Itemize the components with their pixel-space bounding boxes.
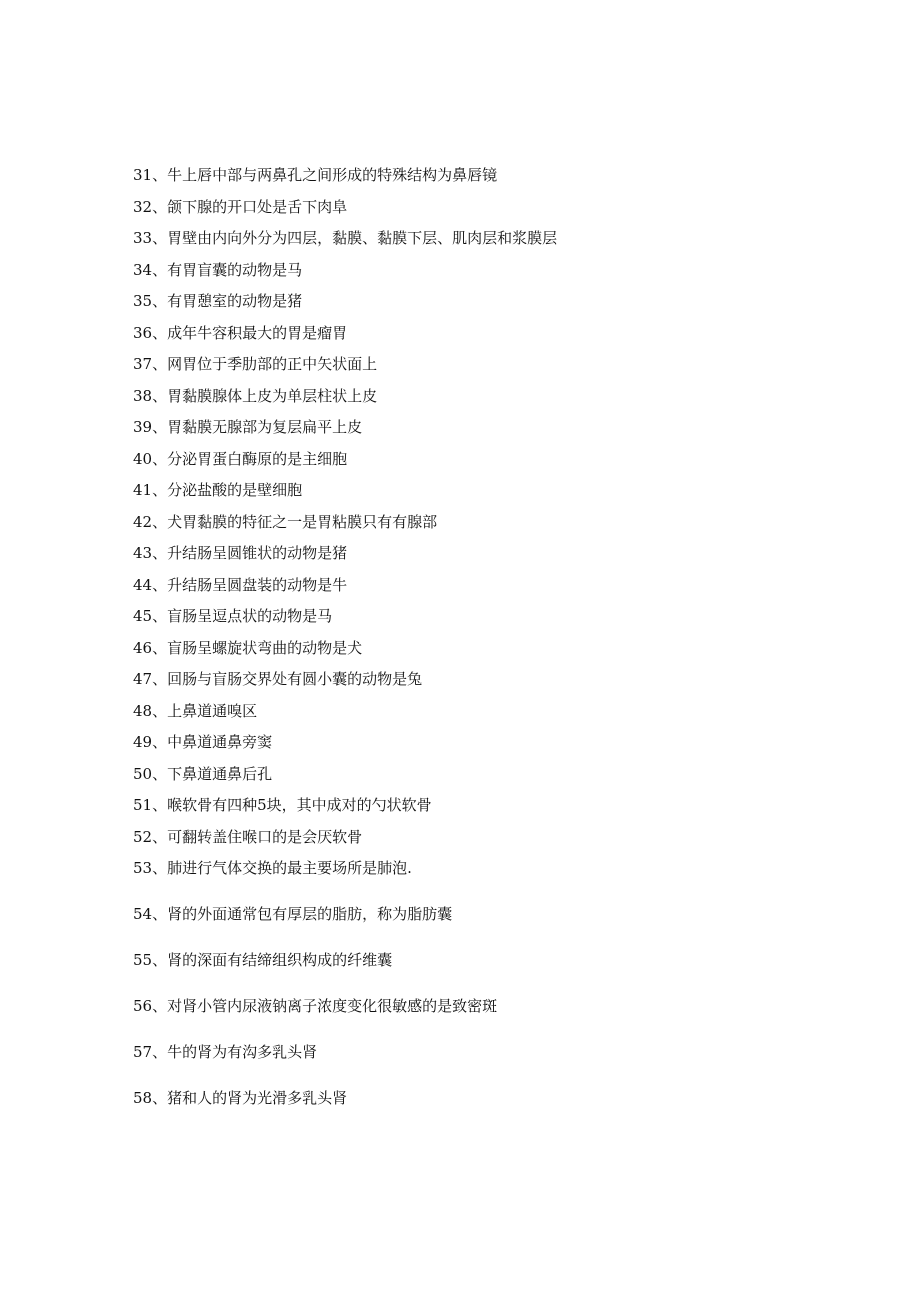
- list-item: 42、犬胃黏膜的特征之一是胃粘膜只有有腺部: [133, 512, 438, 531]
- list-item: 40、分泌胃蛋白酶原的是主细胞: [133, 449, 348, 468]
- list-item: 50、下鼻道通鼻后孔: [133, 764, 273, 783]
- list-item: 37、网胃位于季肋部的正中矢状面上: [133, 355, 378, 373]
- list-item: 39、胃黏膜无腺部为复层扁平上皮: [133, 418, 363, 436]
- list-item: 45、盲肠呈逗点状的动物是马: [133, 607, 333, 625]
- list-item: 43、升结肠呈圆锥状的动物是猪: [133, 544, 348, 562]
- list-item: 54、肾的外面通常包有厚层的脂肪，称为脂肪囊: [133, 905, 453, 923]
- item-list: [133, 163, 893, 1118]
- list-item: 58、猪和人的肾为光滑多乳头肾: [133, 1089, 348, 1107]
- list-item: 41、分泌盐酸的是壁细胞: [133, 481, 303, 499]
- list-item: 46、盲肠呈螺旋状弯曲的动物是犬: [133, 638, 363, 657]
- list-item: 35、有胃憩室的动物是猪: [133, 292, 303, 310]
- list-item: 38、胃黏膜腺体上皮为单层柱状上皮: [133, 386, 378, 405]
- list-item: 56、对肾小管内尿液钠离子浓度变化很敏感的是致密斑: [133, 997, 498, 1015]
- list-item: 49、中鼻道通鼻旁窦: [133, 733, 273, 751]
- list-item: 44、升结肠呈圆盘装的动物是牛: [133, 575, 348, 594]
- list-item: 48、上鼻道通嗅区: [133, 701, 258, 720]
- list-item: 36、成年牛容积最大的胃是瘤胃: [133, 323, 348, 342]
- list-item: 32、颌下腺的开口处是舌下肉阜: [133, 197, 348, 216]
- list-item: 51、喉软骨有四种5块，其中成对的勺状软骨: [133, 796, 432, 814]
- list-item: 47、回肠与盲肠交界处有圆小囊的动物是兔: [133, 670, 423, 688]
- list-item: 53、肺进行气体交换的最主要场所是肺泡.: [133, 859, 412, 877]
- list-item: 52、可翻转盖住喉口的是会厌软骨: [133, 827, 363, 846]
- list-item: 31、牛上唇中部与两鼻孔之间形成的特殊结构为鼻唇镜: [133, 166, 498, 184]
- list-item: 55、肾的深面有结缔组织构成的纤维囊: [133, 951, 393, 969]
- list-item: 33、胃壁由内向外分为四层，黏膜、黏膜下层、肌肉层和浆膜层: [133, 229, 558, 247]
- list-item: 57、牛的肾为有沟多乳头肾: [133, 1043, 318, 1061]
- list-item: 34、有胃盲囊的动物是马: [133, 260, 303, 279]
